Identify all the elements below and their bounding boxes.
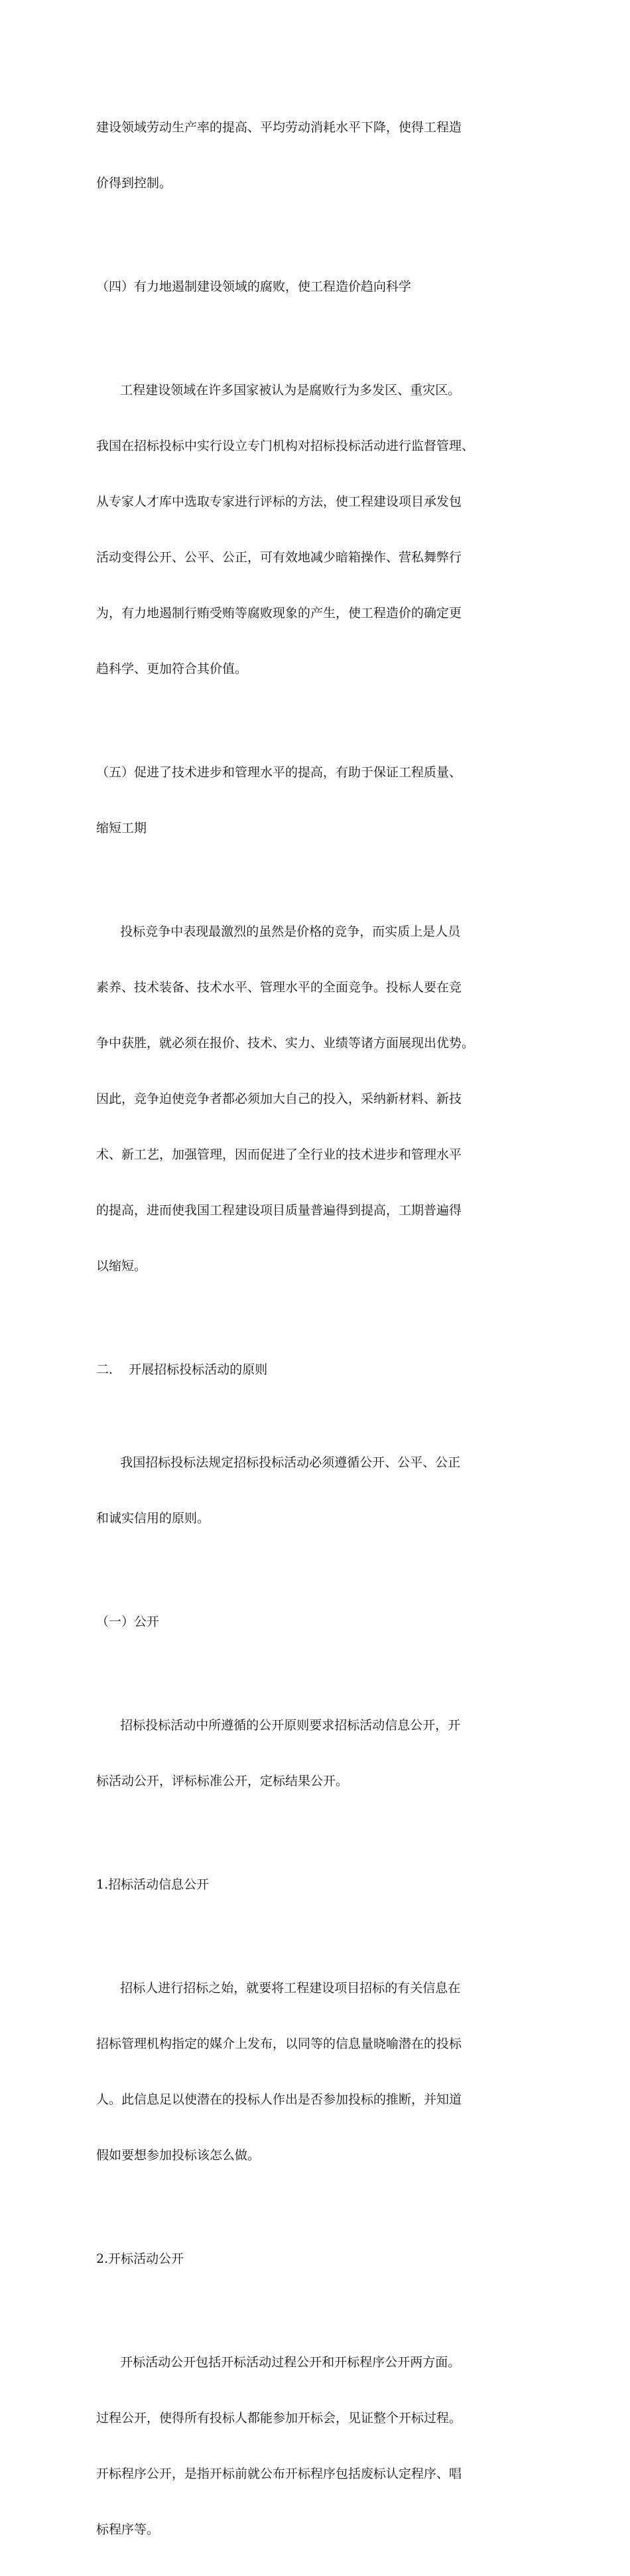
text-line: 招标投标活动中所遵循的公开原则要求招标活动信息公开，开 (96, 1718, 461, 1733)
paragraph-section-5 (96, 885, 534, 1313)
paragraph-section-4 (96, 344, 534, 715)
text-line: 投标竞争中表现最激烈的虽然是价格的竞争，而实质上是人员 (96, 924, 461, 939)
text-line: 过程公开，使得所有投标人都能参加开标会，见证整个开标过程。 (96, 2411, 462, 2425)
text-line: 开标活动公开包括开标活动过程公开和开标程序公开两方面。 (96, 2355, 461, 2370)
text-line: 标程序等。 (96, 2522, 160, 2537)
heading-text: 缩短工期 (96, 821, 147, 835)
text-line: 我国在招标投标中实行设立专门机构对招标投标活动进行监督管理、 (96, 439, 475, 453)
text-line: 标活动公开，评标标准公开，定标结果公开。 (96, 1774, 349, 1788)
heading-text: 二. 开展招标投标活动的原则 (96, 1362, 268, 1377)
paragraph-item-1 (96, 1942, 534, 2202)
paragraph-continuation (96, 81, 534, 230)
paragraph-open-principle (96, 1679, 534, 1827)
heading-text: （一）公开 (96, 1614, 160, 1629)
text-line: 术、新工艺，加强管理，因而促进了全行业的技术进步和管理水平 (96, 1147, 462, 1162)
heading-text: 2.开标活动公开 (96, 2252, 184, 2266)
text-line: 人。此信息足以使潜在的投标人作出是否参加投标的推断，并知道 (96, 2092, 462, 2107)
text-line: 开标程序公开，是指开标前就公布开标程序包括废标认定程序、唱 (96, 2467, 462, 2481)
text-line: 和诚实信用的原则。 (96, 1511, 210, 1526)
text-line: 争中获胜，就必须在报价、技术、实力、业绩等诸方面展现出优势。 (96, 1036, 475, 1050)
text-line: 素养、技术装备、技术水平、管理水平的全面竞争。投标人要在竞 (96, 980, 462, 995)
text-line: 建设领域劳动生产率的提高、平均劳动消耗水平下降，使得工程造 (96, 120, 462, 135)
paragraph-part-two (96, 1416, 534, 1565)
text-line: 假如要想参加投标该怎么做。 (96, 2148, 261, 2163)
text-line: 趋科学、更加符合其价值。 (96, 662, 248, 676)
heading-item-2 (96, 2212, 534, 2305)
heading-section-5 (96, 726, 534, 875)
paragraph-item-2 (96, 2316, 534, 2576)
heading-text: （五）促进了技术进步和管理水平的提高，有助于保证工程质量、 (96, 765, 462, 780)
heading-text: （四）有力地遏制建设领域的腐败，使工程造价趋向科学 (96, 279, 412, 294)
text-line: 工程建设领域在许多国家被认为是腐败行为多发区、重灾区。 (96, 383, 461, 397)
text-line: 从专家人才库中选取专家进行评标的方法，使工程建设项目承发包 (96, 494, 462, 509)
text-line: 因此，竞争迫使竞争者都必须加大自己的投入，采纳新材料、新技 (96, 1092, 462, 1106)
heading-item-1 (96, 1838, 534, 1931)
text-line: 活动变得公开、公平、公正，可有效地减少暗箱操作、营私舞弊行 (96, 550, 462, 565)
heading-open-principle (96, 1575, 534, 1668)
heading-text: 1.招标活动信息公开 (96, 1877, 210, 1892)
text-line: 我国招标投标法规定招标投标活动必须遵循公开、公平、公正 (96, 1455, 461, 1470)
text-line: 招标人进行招标之始，就要将工程建设项目招标的有关信息在 (96, 1981, 461, 1995)
text-line: 价得到控制。 (96, 176, 172, 190)
text-line: 的提高，进而使我国工程建设项目质量普遍得到提高，工期普遍得 (96, 1203, 462, 1218)
text-line: 为，有力地遏制行贿受贿等腐败现象的产生，使工程造价的确定更 (96, 606, 462, 620)
text-line: 以缩短。 (96, 1259, 147, 1273)
heading-section-4 (96, 240, 534, 333)
text-line: 招标管理机构指定的媒介上发布，以同等的信息量晓喻潜在的投标 (96, 2037, 462, 2051)
heading-part-two (96, 1323, 534, 1416)
document-page (96, 81, 534, 2576)
